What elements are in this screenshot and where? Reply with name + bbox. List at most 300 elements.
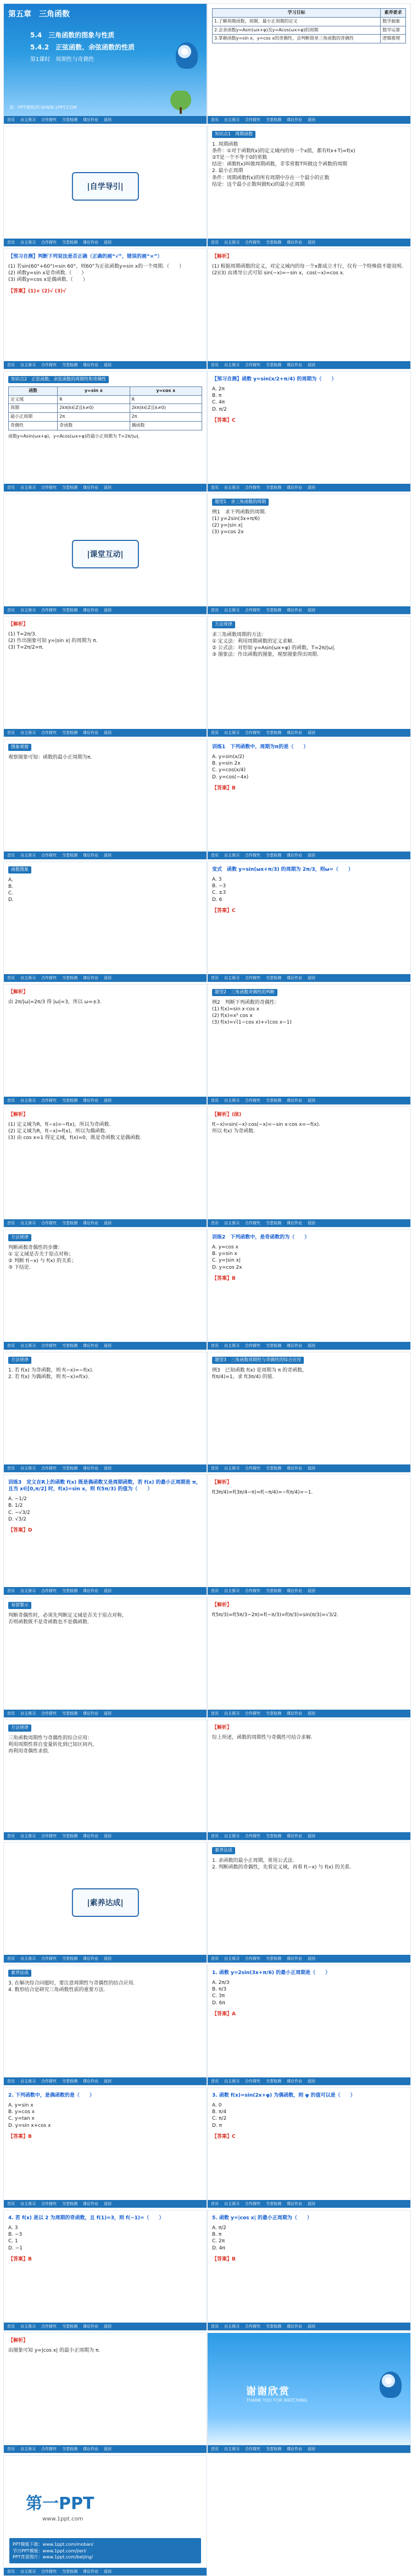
text-line: 2. 判断函数的奇偶性，先看定义域，再看 f(−x) 与 f(x) 的关系. <box>212 1864 352 1870</box>
slide-content <box>212 1724 406 1829</box>
footer-item[interactable]: 课后作业 <box>83 1221 98 1225</box>
footer-item[interactable]: 课后作业 <box>287 1344 302 1348</box>
footer-item[interactable]: 自主预习 <box>20 1711 36 1716</box>
footer-item[interactable]: 合作探究 <box>41 1589 57 1593</box>
footer-item[interactable]: 返回 <box>104 1344 112 1348</box>
footer-item[interactable]: 自主预习 <box>20 363 36 367</box>
footer-item[interactable]: 返回 <box>104 1098 112 1103</box>
footer-item[interactable]: 自主预习 <box>20 485 36 490</box>
text-line: ③ 图象法：作出函数的图象，观察图象得出周期. <box>212 652 319 658</box>
footer-item[interactable]: 合作探究 <box>245 1834 260 1838</box>
footer-item[interactable]: 课后作业 <box>83 1589 98 1593</box>
footer-item[interactable]: 自主预习 <box>224 363 240 367</box>
footer-item[interactable]: 合作探究 <box>41 731 57 735</box>
footer-item[interactable]: 合作探究 <box>41 2202 57 2206</box>
footer-item[interactable]: 课后作业 <box>287 608 302 612</box>
footer-item[interactable]: 课后作业 <box>83 240 98 245</box>
footer-item[interactable]: 返回 <box>104 1466 112 1471</box>
footer-item[interactable]: 自主预习 <box>20 118 36 122</box>
footer-item[interactable]: 首页 <box>211 976 219 980</box>
footer-item[interactable]: 课后作业 <box>83 2447 98 2451</box>
footer-item[interactable]: 合作探究 <box>41 1466 57 1471</box>
footer-item[interactable]: 首页 <box>211 1589 219 1593</box>
text-line: (3) f(x)=√(1−cos x)+√(cos x−1) <box>212 1020 292 1026</box>
slide-footer <box>208 239 410 246</box>
footer-item[interactable]: 返回 <box>104 1589 112 1593</box>
analysis-line: (1) 定义域为R，f(−x)=−f(x)，所以为奇函数. <box>8 1122 111 1128</box>
footer-item[interactable]: 课后作业 <box>287 1956 302 1961</box>
footer-item[interactable]: 当堂检测 <box>266 1466 281 1471</box>
footer-item[interactable]: 首页 <box>7 1466 15 1471</box>
footer-item[interactable]: 当堂检测 <box>266 240 281 245</box>
question-option: D. y=cos(−4x) <box>212 774 249 780</box>
footer-item[interactable]: 首页 <box>211 363 219 367</box>
footer-item[interactable]: 合作探究 <box>245 1466 260 1471</box>
footer-item[interactable]: 合作探究 <box>245 976 260 980</box>
footer-item[interactable]: 合作探究 <box>245 1711 260 1716</box>
footer-item[interactable]: 返回 <box>104 118 112 122</box>
footer-item[interactable]: 返回 <box>104 240 112 245</box>
footer-item[interactable]: 自主预习 <box>20 1098 36 1103</box>
footer-item[interactable]: 自主预习 <box>20 2569 36 2574</box>
footer-item[interactable]: 返回 <box>104 1711 112 1716</box>
footer-item[interactable]: 当堂检测 <box>62 1834 77 1838</box>
question-prompt: 训练1 下列函数中，周期为π的是（ ） <box>212 744 309 750</box>
footer-item[interactable]: 自主预习 <box>20 976 36 980</box>
footer-item[interactable]: 当堂检测 <box>266 731 281 735</box>
footer-item[interactable]: 合作探究 <box>245 2447 260 2451</box>
footer-item[interactable]: 当堂检测 <box>266 2324 281 2329</box>
footer-item[interactable]: 当堂检测 <box>62 853 77 858</box>
footer-item[interactable]: 自主预习 <box>20 731 36 735</box>
footer-item[interactable]: 合作探究 <box>41 118 57 122</box>
footer-item[interactable]: 首页 <box>7 1956 15 1961</box>
footer-item[interactable]: 当堂检测 <box>62 1221 77 1225</box>
footer-item[interactable]: 当堂检测 <box>266 1711 281 1716</box>
footer-item[interactable]: 首页 <box>211 1956 219 1961</box>
footer-item[interactable]: 自主预习 <box>20 1221 36 1225</box>
link-item[interactable]: PPT背景图片：www.1ppt.com/beijing/ <box>13 2554 93 2560</box>
slide-21 <box>3 1229 207 1350</box>
footer-item[interactable]: 返回 <box>308 1711 315 1716</box>
slide-content <box>8 1234 202 1339</box>
footer-item[interactable]: 课后作业 <box>287 731 302 735</box>
footer-item[interactable]: 课后作业 <box>83 1098 98 1103</box>
footer-item[interactable]: 课后作业 <box>83 1834 98 1838</box>
footer-item[interactable]: 自主预习 <box>224 1098 240 1103</box>
footer-item[interactable]: 当堂检测 <box>62 363 77 367</box>
footer-item[interactable]: 课后作业 <box>287 1711 302 1716</box>
footer-item[interactable]: 自主预习 <box>224 853 240 858</box>
footer-item[interactable]: 当堂检测 <box>62 1344 77 1348</box>
footer-item[interactable]: 当堂检测 <box>62 2202 77 2206</box>
analysis-block <box>212 263 406 277</box>
text-block <box>212 141 406 188</box>
footer-item[interactable]: 自主预习 <box>20 1834 36 1838</box>
footer-item[interactable]: 首页 <box>7 2324 15 2329</box>
footer-item[interactable]: 自主预习 <box>224 1956 240 1961</box>
footer-item[interactable]: 首页 <box>7 2447 15 2451</box>
footer-item[interactable]: 课后作业 <box>287 363 302 367</box>
footer-item[interactable]: 合作探究 <box>245 485 260 490</box>
analysis-block <box>212 1612 406 1618</box>
footer-item[interactable]: 返回 <box>308 240 315 245</box>
footer-item[interactable]: 当堂检测 <box>266 976 281 980</box>
question-option: D. 6π <box>212 2000 225 2006</box>
footer-item[interactable]: 自主预习 <box>20 1344 36 1348</box>
footer-item[interactable]: 返回 <box>308 2202 315 2206</box>
footer-item[interactable]: 合作探究 <box>245 2324 260 2329</box>
footer-item[interactable]: 合作探究 <box>245 731 260 735</box>
footer-item[interactable]: 当堂检测 <box>266 363 281 367</box>
footer-item[interactable]: 合作探究 <box>245 240 260 245</box>
question-option: B. y=sin x <box>212 1251 237 1257</box>
footer-item[interactable]: 首页 <box>211 608 219 612</box>
footer-item[interactable]: 合作探究 <box>41 976 57 980</box>
analysis-title: 【解析】 <box>8 990 29 995</box>
footer-item[interactable]: 课后作业 <box>287 1221 302 1225</box>
footer-item[interactable]: 课后作业 <box>83 608 98 612</box>
footer-item[interactable]: 自主预习 <box>224 976 240 980</box>
footer-item[interactable]: 自主预习 <box>224 2447 240 2451</box>
footer-item[interactable]: 课后作业 <box>287 2324 302 2329</box>
footer-item[interactable]: 首页 <box>7 363 15 367</box>
footer-item[interactable]: 合作探究 <box>41 1956 57 1961</box>
footer-item[interactable]: 合作探究 <box>41 2079 57 2083</box>
footer-item[interactable]: 首页 <box>7 731 15 735</box>
footer-item[interactable]: 课后作业 <box>83 2569 98 2574</box>
footer-item[interactable]: 当堂检测 <box>62 2447 77 2451</box>
footer-item[interactable]: 课后作业 <box>287 118 302 122</box>
footer-item[interactable]: 自主预习 <box>224 118 240 122</box>
footer-item[interactable]: 合作探究 <box>245 1956 260 1961</box>
footer-item[interactable]: 课后作业 <box>83 363 98 367</box>
footer-item[interactable]: 当堂检测 <box>62 2569 77 2574</box>
footer-item[interactable]: 当堂检测 <box>266 1098 281 1103</box>
footer-item[interactable]: 课后作业 <box>83 118 98 122</box>
footer-item[interactable]: 首页 <box>7 1834 15 1838</box>
footer-item[interactable]: 课后作业 <box>287 1834 302 1838</box>
question-option: D. 6 <box>212 897 222 903</box>
footer-item[interactable]: 自主预习 <box>20 2079 36 2083</box>
footer-item[interactable]: 合作探究 <box>245 1344 260 1348</box>
table-cell: 2kπ(k∈Z且k≠0) <box>130 404 202 413</box>
footer-item[interactable]: 返回 <box>308 2079 315 2083</box>
footer-item[interactable]: 返回 <box>104 976 112 980</box>
footer-item[interactable]: 课后作业 <box>287 2202 302 2206</box>
footer-item[interactable]: 当堂检测 <box>266 1221 281 1225</box>
footer-item[interactable]: 首页 <box>7 853 15 858</box>
footer-item[interactable]: 返回 <box>104 2569 112 2574</box>
footer-item[interactable]: 自主预习 <box>224 485 240 490</box>
slide-footer <box>208 1219 410 1227</box>
footer-item[interactable]: 返回 <box>308 118 315 122</box>
footer-item[interactable]: 首页 <box>211 1711 219 1716</box>
footer-item[interactable]: 返回 <box>104 1834 112 1838</box>
footer-item[interactable]: 返回 <box>308 2324 315 2329</box>
footer-item[interactable]: 当堂检测 <box>62 976 77 980</box>
footer-item[interactable]: 合作探究 <box>41 240 57 245</box>
footer-item[interactable]: 当堂检测 <box>266 1956 281 1961</box>
footer-item[interactable]: 首页 <box>211 2447 219 2451</box>
footer-item[interactable]: 首页 <box>7 2079 15 2083</box>
footer-item[interactable]: 当堂检测 <box>266 853 281 858</box>
footer-item[interactable]: 返回 <box>104 363 112 367</box>
footer-item[interactable]: 当堂检测 <box>266 118 281 122</box>
footer-item[interactable]: 自主预习 <box>224 608 240 612</box>
slide-footer <box>208 1342 410 1350</box>
footer-item[interactable]: 合作探究 <box>245 1098 260 1103</box>
footer-item[interactable]: 合作探究 <box>41 485 57 490</box>
footer-item[interactable]: 当堂检测 <box>62 1956 77 1961</box>
footer-item[interactable]: 自主预习 <box>20 1466 36 1471</box>
footer-item[interactable]: 课后作业 <box>83 1711 98 1716</box>
footer-item[interactable]: 返回 <box>308 1834 315 1838</box>
slide-26 <box>207 1474 411 1595</box>
footer-item[interactable]: 首页 <box>7 1711 15 1716</box>
footer-item[interactable]: 课后作业 <box>287 2447 302 2451</box>
footer-item[interactable]: 首页 <box>211 2202 219 2206</box>
footer-item[interactable]: 自主预习 <box>20 2447 36 2451</box>
footer-item[interactable]: 返回 <box>308 731 315 735</box>
footer-item[interactable]: 当堂检测 <box>266 1344 281 1348</box>
footer-item[interactable]: 自主预习 <box>224 1344 240 1348</box>
footer-item[interactable]: 返回 <box>308 363 315 367</box>
answer-line: 【答案】C <box>212 2133 236 2140</box>
footer-item[interactable]: 自主预习 <box>224 2202 240 2206</box>
footer-item[interactable]: 返回 <box>308 2447 315 2451</box>
footer-item[interactable]: 当堂检测 <box>62 1466 77 1471</box>
footer-item[interactable]: 课后作业 <box>287 853 302 858</box>
footer-item[interactable]: 课后作业 <box>83 1466 98 1471</box>
slide-29 <box>3 1720 207 1840</box>
footer-item[interactable]: 当堂检测 <box>266 1589 281 1593</box>
slide-footer <box>4 361 207 369</box>
footer-item[interactable]: 返回 <box>308 1221 315 1225</box>
footer-item[interactable]: 当堂检测 <box>62 1589 77 1593</box>
footer-item[interactable]: 自主预习 <box>224 2324 240 2329</box>
footer-item[interactable]: 课后作业 <box>287 240 302 245</box>
footer-item[interactable]: 自主预习 <box>20 240 36 245</box>
footer-item[interactable]: 合作探究 <box>41 2324 57 2329</box>
footer-item[interactable]: 自主预习 <box>20 1956 36 1961</box>
footer-item[interactable]: 当堂检测 <box>62 240 77 245</box>
footer-item[interactable]: 首页 <box>211 1834 219 1838</box>
question-options <box>212 2225 406 2252</box>
footer-item[interactable]: 自主预习 <box>224 1589 240 1593</box>
footer-item[interactable]: 返回 <box>308 1344 315 1348</box>
footer-item[interactable]: 自主预习 <box>20 2324 36 2329</box>
footer-item[interactable]: 课后作业 <box>83 731 98 735</box>
footer-item[interactable]: 课后作业 <box>83 1344 98 1348</box>
footer-item[interactable]: 课后作业 <box>83 2324 98 2329</box>
footer-item[interactable]: 首页 <box>211 2079 219 2083</box>
text-line: D. <box>8 897 14 903</box>
footer-item[interactable]: 当堂检测 <box>62 2324 77 2329</box>
footer-item[interactable]: 课后作业 <box>287 1466 302 1471</box>
slide-3 <box>3 126 207 247</box>
footer-item[interactable]: 合作探究 <box>245 2079 260 2083</box>
analysis-line: (1) 根据周期函数的定义，对定义域内的每一个x都成立才行，仅有一个特殊值不能说明. <box>212 264 403 270</box>
footer-item[interactable]: 当堂检测 <box>266 1834 281 1838</box>
footer-item[interactable]: 返回 <box>308 485 315 490</box>
footer-item[interactable]: 首页 <box>211 2324 219 2329</box>
slide-5 <box>3 248 207 369</box>
footer-item[interactable]: 课后作业 <box>287 1098 302 1103</box>
footer-item[interactable]: 当堂检测 <box>62 731 77 735</box>
footer-item[interactable]: 返回 <box>308 1956 315 1961</box>
footer-item[interactable]: 课后作业 <box>83 853 98 858</box>
footer-item[interactable]: 返回 <box>104 608 112 612</box>
footer-item[interactable]: 返回 <box>104 2324 112 2329</box>
footer-item[interactable]: 合作探究 <box>41 1711 57 1716</box>
footer-item[interactable]: 合作探究 <box>245 363 260 367</box>
slide-8 <box>207 371 411 492</box>
slide-9 <box>3 494 207 615</box>
footer-item[interactable]: 返回 <box>308 853 315 858</box>
footer-item[interactable]: 当堂检测 <box>62 608 77 612</box>
footer-item[interactable]: 自主预习 <box>224 1711 240 1716</box>
footer-item[interactable]: 当堂检测 <box>62 118 77 122</box>
text-line: ② 公式法：对形如 y=Asin(ωx+φ) 的函数，T=2π/|ω|. <box>212 645 336 651</box>
footer-item[interactable]: 首页 <box>211 853 219 858</box>
footer-item[interactable]: 返回 <box>308 1589 315 1593</box>
footer-item[interactable]: 返回 <box>104 731 112 735</box>
footer-item[interactable]: 首页 <box>211 1221 219 1225</box>
footer-item[interactable]: 合作探究 <box>245 2202 260 2206</box>
footer-item[interactable]: 当堂检测 <box>266 2202 281 2206</box>
footer-item[interactable]: 课后作业 <box>287 1589 302 1593</box>
footer-item[interactable]: 当堂检测 <box>266 485 281 490</box>
footer-item[interactable]: 课后作业 <box>83 1956 98 1961</box>
footer-item[interactable]: 返回 <box>308 976 315 980</box>
footer-item[interactable]: 自主预习 <box>224 731 240 735</box>
slide-footer <box>4 1710 207 1717</box>
footer-item[interactable]: 课后作业 <box>287 485 302 490</box>
text-line: (2) f(x)=x² cos x <box>212 1013 253 1019</box>
footer-item[interactable]: 自主预习 <box>224 1221 240 1225</box>
footer-item[interactable]: 合作探究 <box>245 853 260 858</box>
footer-item[interactable]: 当堂检测 <box>266 2447 281 2451</box>
footer-item[interactable]: 自主预习 <box>20 853 36 858</box>
footer-item[interactable]: 返回 <box>104 2079 112 2083</box>
analysis-block <box>8 1121 202 1141</box>
footer-item[interactable]: 合作探究 <box>41 1834 57 1838</box>
footer-item[interactable]: 首页 <box>7 485 15 490</box>
footer-item[interactable]: 合作探究 <box>41 2447 57 2451</box>
footer-item[interactable]: 课后作业 <box>83 485 98 490</box>
footer-item[interactable]: 首页 <box>7 608 15 612</box>
footer-item[interactable]: 合作探究 <box>245 1589 260 1593</box>
footer-item[interactable]: 首页 <box>211 485 219 490</box>
footer-item[interactable]: 当堂检测 <box>266 608 281 612</box>
footer-item[interactable]: 合作探究 <box>41 2569 57 2574</box>
slide-footer <box>4 2445 207 2453</box>
footer-item[interactable]: 课后作业 <box>83 976 98 980</box>
footer-item[interactable]: 首页 <box>7 118 15 122</box>
footer-item[interactable]: 返回 <box>104 485 112 490</box>
footer-item[interactable]: 首页 <box>7 240 15 245</box>
footer-item[interactable]: 返回 <box>104 1221 112 1225</box>
table-cell: 1.了解周期函数、周期、最小正周期的定义 <box>213 17 381 26</box>
slide-footer <box>4 606 207 614</box>
footer-item[interactable]: 返回 <box>308 1466 315 1471</box>
footer-item[interactable]: 课后作业 <box>287 976 302 980</box>
footer-item[interactable]: 合作探究 <box>41 1098 57 1103</box>
footer-item[interactable]: 首页 <box>7 1344 15 1348</box>
footer-item[interactable]: 课后作业 <box>83 2079 98 2083</box>
footer-item[interactable]: 合作探究 <box>41 608 57 612</box>
footer-item[interactable]: 自主预习 <box>20 1589 36 1593</box>
question-option: C. ±3 <box>212 890 226 896</box>
link-item[interactable]: PPT模板下载：www.1ppt.com/moban/ <box>13 2542 94 2547</box>
footer-item[interactable]: 首页 <box>211 1344 219 1348</box>
footer-item[interactable]: 课后作业 <box>287 2079 302 2083</box>
footer-item[interactable]: 当堂检测 <box>62 2079 77 2083</box>
text-line: ① 定义域是否关于原点对称； <box>8 1251 74 1257</box>
footer-item[interactable]: 当堂检测 <box>62 485 77 490</box>
footer-item[interactable]: 首页 <box>211 118 219 122</box>
footer-item[interactable]: 返回 <box>104 2447 112 2451</box>
chapter-title: 第五章 三角函数 <box>8 10 70 19</box>
footer-item[interactable]: 返回 <box>104 1956 112 1961</box>
footer-item[interactable]: 首页 <box>7 1589 15 1593</box>
footer-item[interactable]: 返回 <box>308 1098 315 1103</box>
text-line: 2. 最小正周期 <box>212 168 243 174</box>
brand-url[interactable]: www.1ppt.com <box>42 2516 83 2522</box>
table-cell: 奇偶性 <box>9 421 58 430</box>
slide-footer <box>4 1342 207 1350</box>
footer-item[interactable]: 课后作业 <box>83 2202 98 2206</box>
footer-item[interactable]: 合作探究 <box>41 1221 57 1225</box>
footer-item[interactable]: 自主预习 <box>224 1834 240 1838</box>
question-option: B. π/3 <box>212 1987 227 1993</box>
slide-19 <box>3 1107 207 1228</box>
slide-40 <box>207 2332 411 2453</box>
footer-item[interactable]: 首页 <box>7 1221 15 1225</box>
footer-item[interactable]: 首页 <box>211 731 219 735</box>
footer-item[interactable]: 首页 <box>7 2569 15 2574</box>
footer-item[interactable]: 合作探究 <box>245 1221 260 1225</box>
footer-item[interactable]: 首页 <box>7 2202 15 2206</box>
footer-item[interactable]: 首页 <box>7 976 15 980</box>
footer-item[interactable]: 合作探究 <box>41 363 57 367</box>
footer-item[interactable]: 自主预习 <box>20 608 36 612</box>
table-row <box>9 413 202 422</box>
footer-item[interactable]: 首页 <box>211 1098 219 1103</box>
link-item[interactable]: 节日PPT模板：www.1ppt.com/jieri/ <box>13 2548 87 2553</box>
footer-item[interactable]: 合作探究 <box>41 1344 57 1348</box>
footer-item[interactable]: 返回 <box>104 2202 112 2206</box>
footer-item[interactable]: 首页 <box>211 1466 219 1471</box>
footer-item[interactable]: 当堂检测 <box>266 2079 281 2083</box>
question-options <box>212 2102 406 2129</box>
footer-item[interactable]: 返回 <box>308 608 315 612</box>
footer-item[interactable]: 自主预习 <box>224 2079 240 2083</box>
footer-item[interactable]: 当堂检测 <box>62 1711 77 1716</box>
footer-item[interactable]: 合作探究 <box>245 118 260 122</box>
footer-item[interactable]: 自主预习 <box>224 240 240 245</box>
footer-item[interactable]: 合作探究 <box>41 853 57 858</box>
footer-item[interactable]: 自主预习 <box>20 2202 36 2206</box>
footer-item[interactable]: 首页 <box>211 240 219 245</box>
footer-item[interactable]: 自主预习 <box>224 1466 240 1471</box>
footer-item[interactable]: 合作探究 <box>245 608 260 612</box>
footer-item[interactable]: 首页 <box>7 1098 15 1103</box>
footer-item[interactable]: 当堂检测 <box>62 1098 77 1103</box>
footer-item[interactable]: 返回 <box>104 853 112 858</box>
section-tag: 易错警示 <box>8 1602 31 1609</box>
